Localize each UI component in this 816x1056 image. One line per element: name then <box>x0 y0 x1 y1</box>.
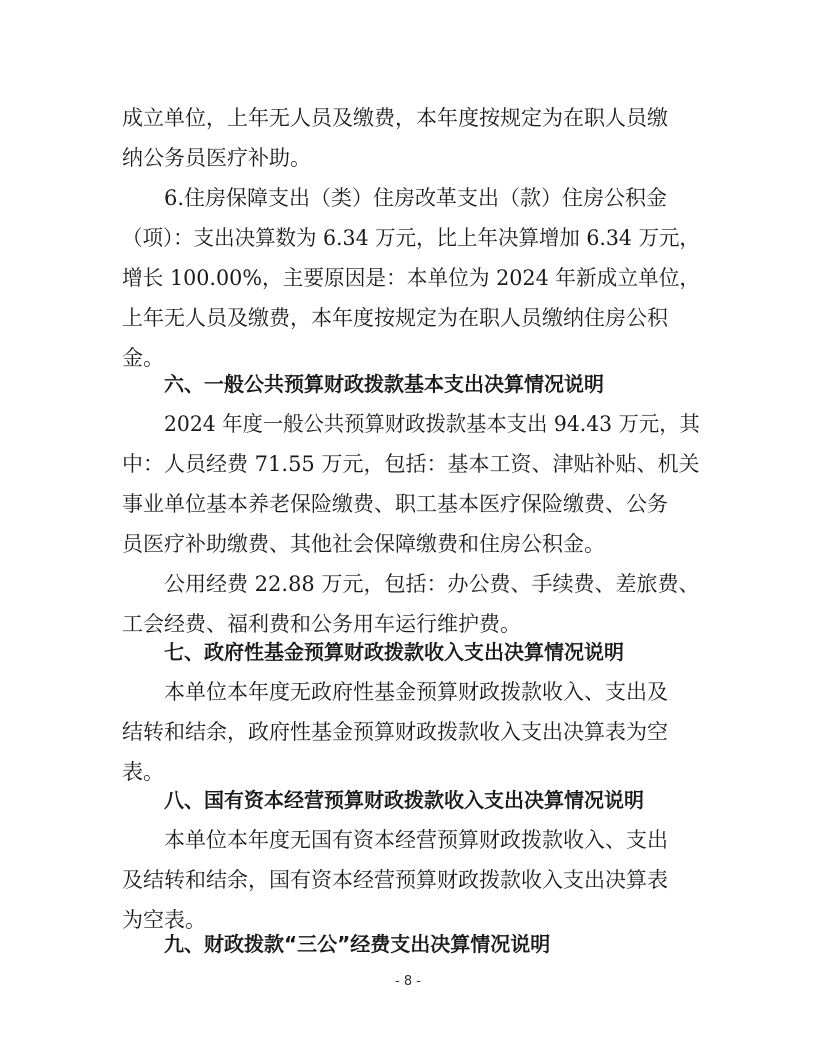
paragraph-line: 中：人员经费 71.55 万元，包括：基本工资、津贴补贴、机关 <box>122 452 700 476</box>
paragraph-line: 增长 100.00%，主要原因是：本单位为 2024 年新成立单位， <box>122 266 701 290</box>
paragraph-line: 员医疗补助缴费、其他社会保障缴费和住房公积金。 <box>122 532 605 556</box>
paragraph-line: 工会经费、福利费和公务用车运行维护费。 <box>122 612 521 636</box>
section-heading: 六、一般公共预算财政拨款基本支出决算情况说明 <box>164 372 604 396</box>
paragraph-line: 结转和结余，政府性基金预算财政拨款收入支出决算表为空 <box>122 720 668 744</box>
paragraph-line: 及结转和结余，国有资本经营预算财政拨款收入支出决算表 <box>122 868 668 892</box>
paragraph-line: 本单位本年度无政府性基金预算财政拨款收入、支出及 <box>164 680 668 704</box>
page-number: - 8 - <box>395 974 421 989</box>
section-heading: 七、政府性基金预算财政拨款收入支出决算情况说明 <box>164 640 624 664</box>
paragraph-line: 2024 年度一般公共预算财政拨款基本支出 94.43 万元，其 <box>164 412 700 436</box>
paragraph-line: 公用经费 22.88 万元，包括：办公费、手续费、差旅费、 <box>164 572 700 596</box>
paragraph-line: 本单位本年度无国有资本经营预算财政拨款收入、支出 <box>164 828 668 852</box>
paragraph-line: 事业单位基本养老保险缴费、职工基本医疗保险缴费、公务 <box>122 492 668 516</box>
paragraph-line: 纳公务员医疗补助。 <box>122 146 311 170</box>
paragraph-line: 金。 <box>122 346 164 370</box>
paragraph-line: 为空表。 <box>122 908 206 932</box>
paragraph-line: 6.住房保障支出（类）住房改革支出（款）住房公积金 <box>164 186 668 210</box>
section-heading: 八、国有资本经营预算财政拨款收入支出决算情况说明 <box>164 788 644 812</box>
paragraph-line: 表。 <box>122 760 164 784</box>
paragraph-line: 成立单位，上年无人员及缴费，本年度按规定为在职人员缴 <box>122 106 668 130</box>
paragraph-line: 上年无人员及缴费，本年度按规定为在职人员缴纳住房公积 <box>122 306 668 330</box>
paragraph-line: （项）：支出决算数为 6.34 万元，比上年决算增加 6.34 万元， <box>122 226 700 250</box>
section-heading: 九、财政拨款“三公”经费支出决算情况说明 <box>164 932 551 956</box>
